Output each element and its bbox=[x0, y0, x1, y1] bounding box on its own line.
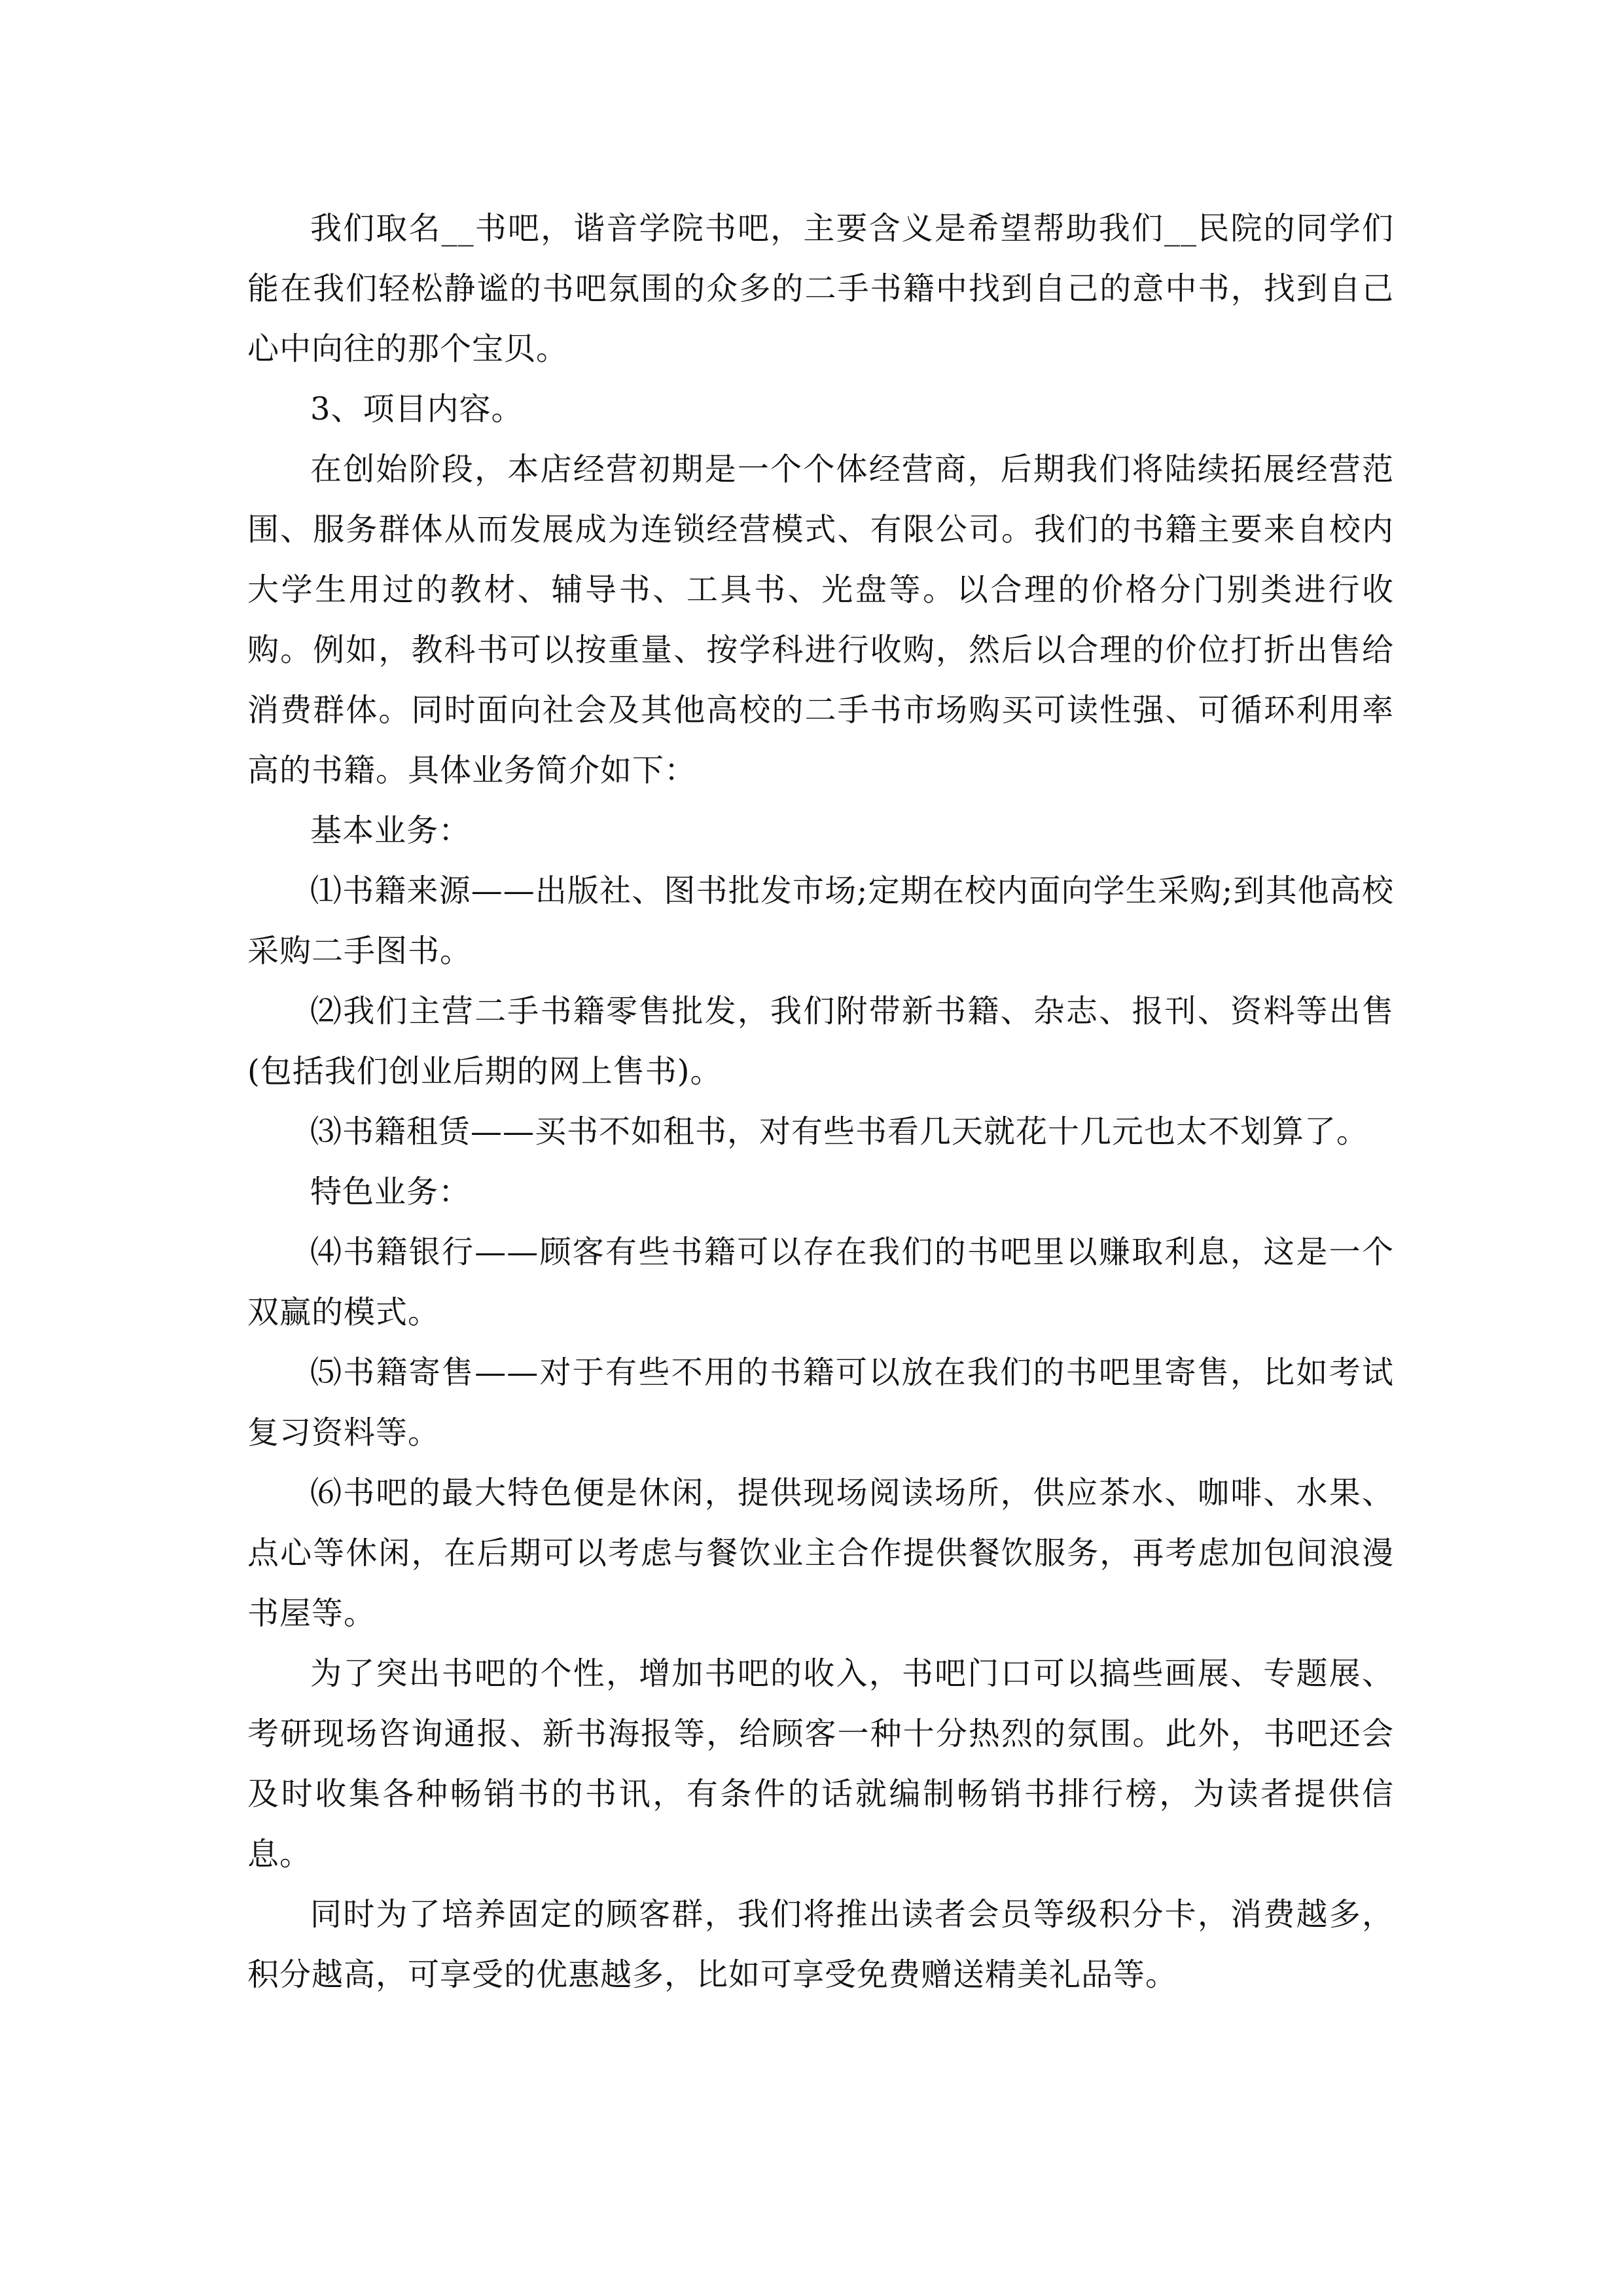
subheading-featured-business: 特色业务： bbox=[310, 1174, 471, 1210]
list-item-leisure-feature: ⑹书吧的最大特色便是休闲，提供现场阅读场所，供应茶水、咖啡、水果、点心等休闲，在后期可以考虑与餐饮业主合作提供餐饮服务，再考虑加包间浪漫书屋等。 bbox=[247, 1475, 1394, 1632]
paragraph-founding-stage: 在创始阶段，本店经营初期是一个个体经营商，后期我们将陆续拓展经营范围、服务群体从而发展成为连锁经营模式、有限公司。我们的书籍主要来自校内大学生用过的教材、辅导书、工具书、光盘等。以合理的价格分门别类进行收购。例如，教科书可以按重量、按学科进行收购，然后以合理的价位打折出售给消费群体。同时面向社会及其他高校的二手书市场购买可读性强、可循环利用率高的书籍。具体业务简介如下： bbox=[247, 451, 1394, 789]
section-heading-project-content: 3、项目内容。 bbox=[310, 391, 524, 427]
list-item-book-rental: ⑶书籍租赁——买书不如租书，对有些书看几天就花十几元也太不划算了。 bbox=[310, 1113, 1369, 1150]
paragraph-membership: 同时为了培养固定的顾客群，我们将推出读者会员等级积分卡，消费越多，积分越高，可享受的优惠越多，比如可享受免费赠送精美礼品等。 bbox=[247, 1896, 1394, 1993]
list-item-book-sources: ⑴书籍来源——出版社、图书批发市场;定期在校内面向学生采购;到其他高校采购二手图书。 bbox=[247, 872, 1394, 969]
list-item-main-business: ⑵我们主营二手书籍零售批发，我们附带新书籍、杂志、报刊、资料等出售(包括我们创业后期的网上售书)。 bbox=[247, 993, 1394, 1090]
document-body bbox=[247, 198, 1394, 2005]
list-item-consignment: ⑸书籍寄售——对于有些不用的书籍可以放在我们的书吧里寄售，比如考试复习资料等。 bbox=[247, 1354, 1394, 1451]
paragraph-promotion: 为了突出书吧的个性，增加书吧的收入，书吧门口可以搞些画展、专题展、考研现场咨询通报、新书海报等，给顾客一种十分热烈的氛围。此外，书吧还会及时收集各种畅销书的书讯，有条件的话就编制畅销书排行榜，为读者提供信息。 bbox=[247, 1655, 1394, 1873]
list-item-book-bank: ⑷书籍银行——顾客有些书籍可以存在我们的书吧里以赚取利息，这是一个双赢的模式。 bbox=[247, 1234, 1394, 1331]
subheading-basic-business: 基本业务： bbox=[310, 812, 471, 849]
paragraph-name-meaning: 我们取名__书吧，谐音学院书吧，主要含义是希望帮助我们__民院的同学们能在我们轻松静谧的书吧氛围的众多的二手书籍中找到自己的意中书，找到自己心中向往的那个宝贝。 bbox=[247, 210, 1394, 367]
